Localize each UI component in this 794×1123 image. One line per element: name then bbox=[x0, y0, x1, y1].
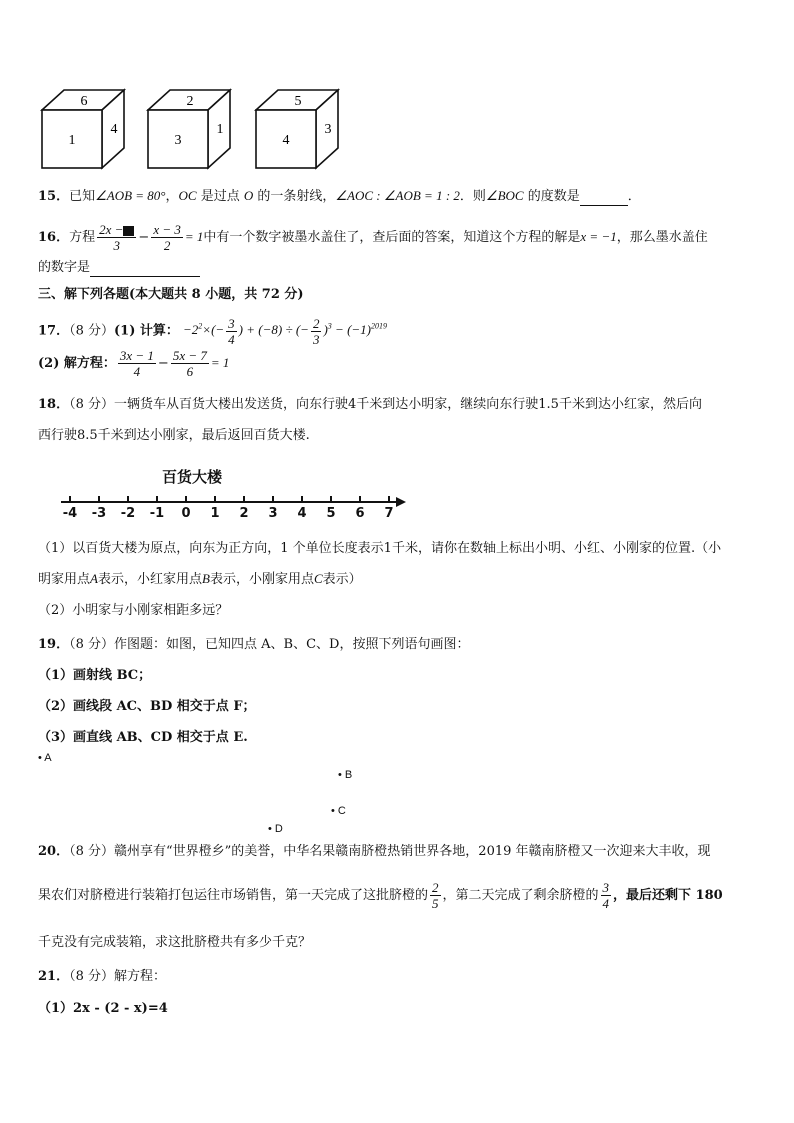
cube-2-top: 2 bbox=[186, 94, 194, 109]
number-line-tick-label: 5 bbox=[326, 506, 336, 521]
question-19-sub-1: （1）画射线 BC； bbox=[38, 668, 152, 683]
question-20-line-3: 千克没有完成装箱，求这批脐橙共有多少千克？ bbox=[38, 935, 312, 950]
number-line-tick-label: -1 bbox=[149, 506, 165, 521]
question-18-line-1 bbox=[38, 396, 702, 414]
cube-2-side: 1 bbox=[216, 122, 224, 137]
q15-angle-boc: ∠BOC bbox=[485, 188, 524, 203]
question-19-sub-3: （3）画直线 AB、CD 相交于点 E. bbox=[38, 730, 248, 745]
cube-2-front: 3 bbox=[174, 133, 182, 148]
ink-blot bbox=[123, 226, 134, 236]
q15-text-k: 的度数是 bbox=[523, 189, 580, 204]
q20-frac-3-4: $\frac{3}{4}$ bbox=[602, 880, 610, 911]
cubes-figure bbox=[38, 86, 348, 176]
number-line-tick-label: 4 bbox=[297, 506, 307, 521]
question-15 bbox=[38, 187, 641, 206]
q16-answer-blank bbox=[90, 262, 200, 277]
cube-3-top: 5 bbox=[294, 94, 302, 109]
q16-equals: = 1 bbox=[184, 229, 204, 244]
number-line-tick-label: -3 bbox=[91, 506, 107, 521]
q18-number: 18． bbox=[38, 397, 70, 412]
section-3-heading: 三、解下列各题(本大题共 8 小题，共 72 分) bbox=[38, 287, 304, 302]
q18-score: （8 分） bbox=[69, 397, 114, 412]
number-line-tick-label: 1 bbox=[210, 506, 220, 521]
question-18-sub-2: （2）小明家与小刚家相距多远？ bbox=[38, 603, 229, 618]
q17-part1-label: (1) 计算： bbox=[114, 323, 179, 339]
question-21-sub-1: （1）2x - (2 - x)=4 bbox=[38, 1001, 168, 1016]
point-c-label: C bbox=[313, 571, 323, 586]
q15-text-g: 的一条射线， bbox=[253, 189, 336, 204]
point-c: • C bbox=[331, 805, 346, 817]
q16-fraction-1: $\frac{2x -}{3}$ bbox=[97, 222, 136, 253]
q15-point-o: O bbox=[243, 188, 254, 203]
number-line-tick-label: -4 bbox=[62, 506, 78, 521]
q15-text-l: ． bbox=[627, 189, 641, 204]
q15-text-c: ， bbox=[165, 189, 179, 204]
q16-solution: x = −1 bbox=[580, 229, 617, 244]
cube-1 bbox=[42, 90, 124, 168]
question-19-sub-2: （2）画线段 AC、BD 相交于点 F； bbox=[38, 699, 256, 714]
q16-text-a: 方程 bbox=[69, 230, 96, 245]
question-17-part-1 bbox=[38, 310, 387, 348]
point-b-label: B bbox=[201, 571, 210, 586]
q20-frac-2-5: $\frac{2}{5}$ bbox=[432, 880, 439, 911]
question-18-line-2: 西行驶8.5千米到达小刚家，最后返回百货大楼. bbox=[38, 428, 310, 443]
q17-score: （8 分） bbox=[69, 323, 114, 339]
point-b: • B bbox=[338, 769, 353, 781]
question-20-line-1 bbox=[38, 843, 711, 861]
cube-3-side: 3 bbox=[324, 122, 332, 137]
q15-answer-blank bbox=[580, 191, 628, 206]
q15-oc: OC bbox=[178, 188, 197, 203]
q17-eq-frac-1: $\frac{3x - 1}{4}$ bbox=[119, 348, 154, 379]
number-line-tick-label: 3 bbox=[268, 506, 278, 521]
question-18-sub-1-cont: 明家用点A表示，小红家用点B表示，小刚家用点C表示） bbox=[38, 571, 362, 587]
q17-eq-frac-2: $\frac{5x - 7}{6}$ bbox=[172, 348, 207, 379]
q15-angle-aob: ∠AOB = 80° bbox=[95, 188, 166, 203]
question-16 bbox=[38, 220, 708, 255]
q17-part2-label: (2) 解方程： bbox=[38, 356, 116, 371]
q17-frac-3-4: $\frac{3}{4}$ bbox=[228, 315, 235, 347]
q17-number: 17． bbox=[38, 323, 70, 339]
q17-expression: $-2^2\times(-$ $\frac{3}{4}$ ) + (−8) ÷ (− $\frac{2}{3}$ )$^3 - (-1)^{2019}$ bbox=[183, 315, 387, 347]
q19-number: 19． bbox=[38, 637, 70, 652]
number-line-tick-label: 2 bbox=[239, 506, 249, 521]
q18-text-1: 一辆货车从百货大楼出发送货，向东行驶4千米到达小明家，继续向东行驶1.5千米到达小红家，然后向 bbox=[114, 397, 702, 412]
q16-text-d: 的数字是 bbox=[38, 260, 91, 275]
cube-1-side: 4 bbox=[110, 122, 118, 137]
question-18-sub-1: （1）以百货大楼为原点，向东为正方向，1 个单位长度表示1千米，请你在数轴上标出小明、小红、小刚家的位置.（小 bbox=[38, 541, 722, 556]
q21-text: 解方程： bbox=[114, 969, 167, 984]
q15-text-e: 是过点 bbox=[196, 189, 244, 204]
point-a-label: A bbox=[90, 571, 98, 586]
question-21 bbox=[38, 968, 166, 986]
q15-text-a: 已知 bbox=[69, 189, 96, 204]
number-line-title: 百货大楼 bbox=[162, 468, 223, 486]
q15-text-i: ．则 bbox=[459, 189, 486, 204]
q16-text-b: 中有一个数字被墨水盖住了，查后面的答案，知道这个方程的解是 bbox=[203, 230, 581, 245]
q16-number: 16． bbox=[38, 230, 70, 245]
cube-2 bbox=[148, 90, 230, 168]
question-17-part-2: (2) 解方程： $\frac{3x - 1}{4}$ − $\frac{5x - 7}{6}$ = 1 bbox=[38, 348, 230, 379]
q19-text: 作图题：如图，已知四点 A、B、C、D，按照下列语句画图： bbox=[114, 637, 470, 652]
cube-1-top: 6 bbox=[80, 94, 88, 109]
q20-score: （8 分） bbox=[69, 844, 114, 859]
cube-3-front: 4 bbox=[282, 133, 290, 148]
q20-text-1: 赣州享有“世界橙乡”的美誉，中华名果赣南脐橙热销世界各地，2019 年赣南脐橙又一次迎来大丰收，现 bbox=[114, 844, 711, 859]
question-16-cont bbox=[38, 259, 200, 277]
point-d: • D bbox=[268, 823, 283, 835]
q21-score: （8 分） bbox=[69, 969, 114, 984]
number-line-tick-label: 0 bbox=[181, 506, 191, 521]
question-20-line-2: 果农们对脐橙进行装箱打包运往市场销售，第一天完成了这批脐橙的 $\frac{2}{5}$ ，第二天完成了剩余脐橙的 $\frac{3}{4}$ ，最后还剩下 180 bbox=[38, 880, 723, 911]
number-line-tick-label: 7 bbox=[384, 506, 394, 521]
q16-fraction-2: $\frac{x - 3}{2}$ bbox=[153, 222, 181, 253]
q20-number: 20． bbox=[38, 844, 70, 859]
number-line-figure bbox=[56, 466, 416, 526]
number-line-tick-label: 6 bbox=[355, 506, 365, 521]
q15-number: 15． bbox=[38, 189, 70, 204]
q19-score: （8 分） bbox=[69, 637, 114, 652]
question-19 bbox=[38, 636, 469, 654]
point-a: • A bbox=[38, 752, 52, 764]
q15-ratio: ∠AOC : ∠AOB = 1 : 2 bbox=[335, 188, 460, 203]
q21-number: 21． bbox=[38, 969, 70, 984]
q16-minus: − bbox=[138, 230, 150, 245]
number-line-tick-label: -2 bbox=[120, 506, 136, 521]
cube-3 bbox=[256, 90, 338, 168]
q16-text-c: ，那么墨水盖住 bbox=[616, 230, 708, 245]
cube-1-front: 1 bbox=[68, 133, 76, 148]
q17-frac-2-3: $\frac{2}{3}$ bbox=[312, 315, 320, 347]
